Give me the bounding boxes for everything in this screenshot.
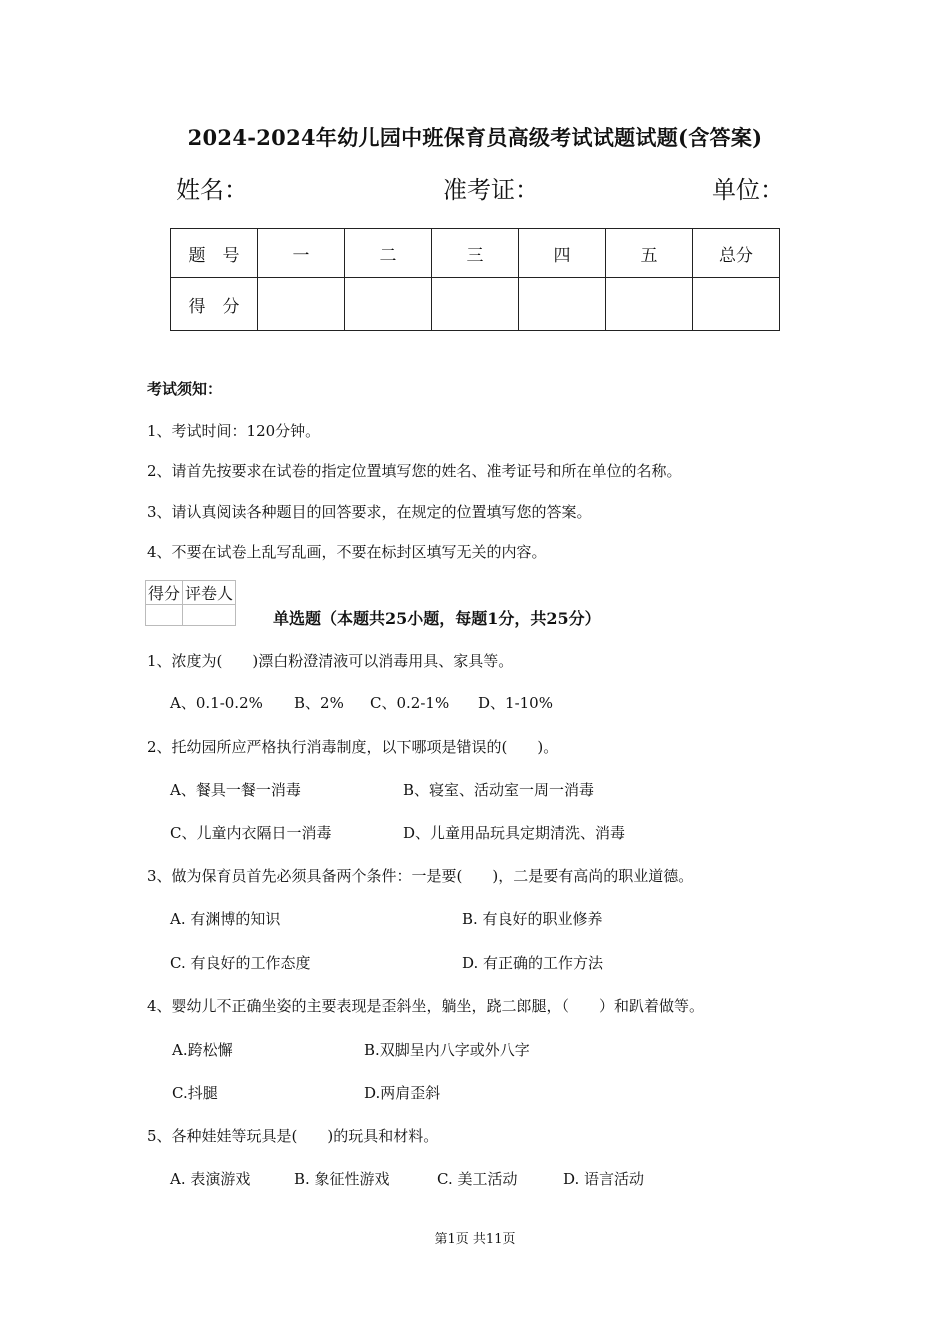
page-footer: 第1页 共11页 [434,1232,516,1247]
option: D、儿童用品玩具定期清洗、消毒 [403,824,626,842]
grader-score-cell[interactable] [146,605,183,626]
option: D. 有正确的工作方法 [462,954,604,972]
score-cell[interactable] [519,278,606,331]
notice-item: 1、考试时间：120分钟。 [147,422,321,440]
option: C. 美工活动 [437,1170,518,1188]
score-cell[interactable] [432,278,519,331]
section-title: 单选题（本题共25小题，每题1分，共25分） [273,609,601,628]
score-header-5: 五 [606,229,693,278]
option: D. 语言活动 [563,1170,645,1188]
notice-heading: 考试须知： [147,380,223,398]
option: D、1-10% [478,694,553,712]
score-header-3: 三 [432,229,519,278]
notice-item: 2、请首先按要求在试卷的指定位置填写您的姓名、准考证号和所在单位的名称。 [147,462,682,480]
option: B、寝室、活动室一周一消毒 [403,781,595,799]
question-stem: 3、做为保育员首先必须具备两个条件：一是要( )，二是要有高尚的职业道德。 [147,867,694,885]
score-header-2: 二 [345,229,432,278]
option: C. 有良好的工作态度 [170,954,311,972]
option: C.抖腿 [172,1084,218,1102]
notice-item: 3、请认真阅读各种题目的回答要求，在规定的位置填写您的答案。 [147,503,592,521]
question-stem: 4、婴幼儿不正确坐姿的主要表现是歪斜坐，躺坐，跷二郎腿，（ ）和趴着做等。 [147,997,705,1015]
option: A、0.1-0.2% [170,694,263,712]
question-stem: 1、浓度为( )漂白粉澄清液可以消毒用具、家具等。 [147,652,514,670]
option: B. 有良好的职业修养 [462,910,603,928]
option: B.双脚呈内八字或外八字 [364,1041,530,1059]
score-cell[interactable] [345,278,432,331]
score-row-label: 得 分 [171,278,258,331]
grader-box [145,580,236,626]
question-stem: 5、各种娃娃等玩具是( )的玩具和材料。 [147,1127,439,1145]
notice-item: 4、不要在试卷上乱写乱画，不要在标封区填写无关的内容。 [147,543,547,561]
score-header-label: 题 号 [171,229,258,278]
option: A. 表演游戏 [170,1170,251,1188]
question-stem: 2、托幼园所应严格执行消毒制度，以下哪项是错误的( )。 [147,738,559,756]
score-cell[interactable] [606,278,693,331]
unit-label: 单位： [712,176,784,204]
score-table [170,228,780,331]
page-title: 2024-2024年幼儿园中班保育员高级考试试题试题(含答案) [187,125,763,150]
exam-number-label: 准考证： [443,176,539,204]
option: A. 有渊博的知识 [170,910,281,928]
grader-name-cell[interactable] [183,605,236,626]
score-cell[interactable] [258,278,345,331]
score-header-total: 总分 [693,229,780,278]
option: B. 象征性游戏 [294,1170,390,1188]
grader-name-label: 评卷人 [183,581,236,605]
option: A.跨松懈 [172,1041,233,1059]
grader-score-label: 得分 [146,581,183,605]
option: C、儿童内衣隔日一消毒 [170,824,332,842]
name-label: 姓名： [176,176,248,204]
option: B、2% [294,694,344,712]
score-header-1: 一 [258,229,345,278]
option: C、0.2-1% [370,694,450,712]
option: D.两肩歪斜 [364,1084,441,1102]
option: A、餐具一餐一消毒 [170,781,301,799]
score-header-4: 四 [519,229,606,278]
score-cell[interactable] [693,278,780,331]
